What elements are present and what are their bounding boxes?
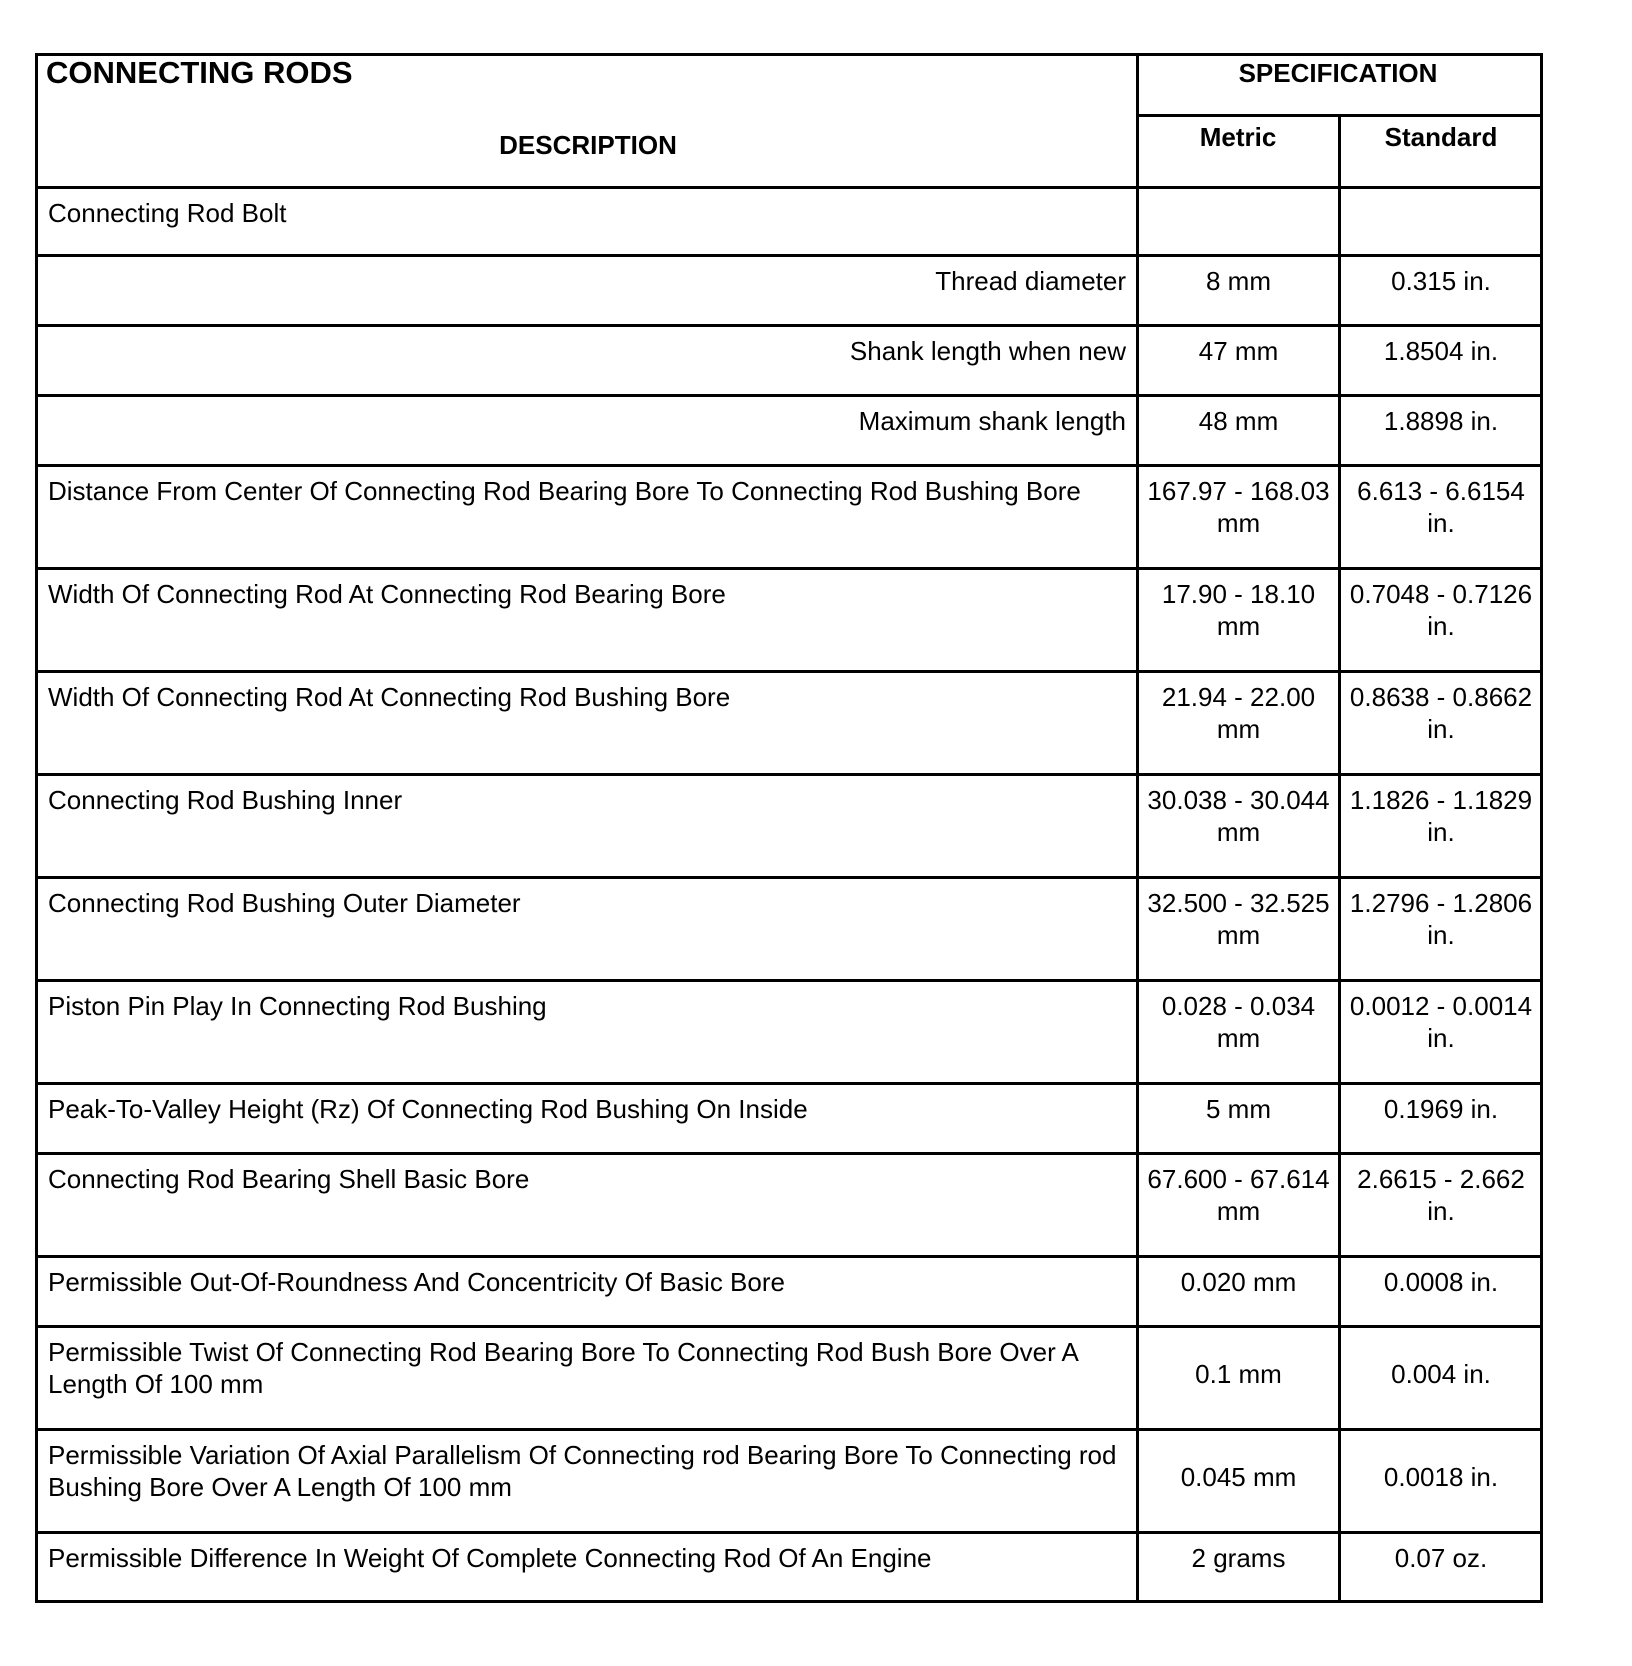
table-row-description: Peak-To-Valley Height (Rz) Of Connecting Rod Bushing On Inside [48,1094,808,1124]
table-row-standard: 0.07 oz. [1394,1543,1488,1573]
table-row-description: Shank length when new [849,336,1126,366]
metric-header: Metric [1199,122,1277,152]
row-divider [35,1082,1543,1085]
row-divider [35,1428,1543,1431]
table-row-standard: 0.0012 - 0.0014 in. [1349,991,1533,1053]
row-divider [35,324,1543,327]
table-row-metric: 167.97 - 168.03 mm [1147,476,1330,538]
header-bottom-line [35,186,1543,189]
table-row-description: Connecting Rod Bearing Shell Basic Bore [48,1164,530,1194]
standard-header: Standard [1384,122,1498,152]
table-row-description: Piston Pin Play In Connecting Rod Bushing [48,991,547,1021]
table-row-metric: 17.90 - 18.10 mm [1161,579,1316,641]
row-divider [35,1255,1543,1258]
row-divider [35,773,1543,776]
table-row-standard: 0.315 in. [1391,266,1491,296]
table-row-description: Width Of Connecting Rod At Connecting Rod Bushing Bore [48,682,731,712]
row-divider [35,254,1543,257]
table-row-description: Permissible Out-Of-Roundness And Concentricity Of Basic Bore [48,1267,785,1297]
table-row-standard: 0.004 in. [1391,1359,1491,1389]
table-row-metric: 47 mm [1198,336,1279,366]
table-row-description: Width Of Connecting Rod At Connecting Rod Bearing Bore [48,579,726,609]
table-row-metric: 21.94 - 22.00 mm [1161,682,1316,744]
table-row-metric: 32.500 - 32.525 mm [1147,888,1330,950]
row-divider [35,1325,1543,1328]
table-row-description: Permissible Twist Of Connecting Rod Bearing Bore To Connecting Rod Bush Bore Over A Length Of 100 mm [48,1337,1078,1399]
table-row-standard: 0.7048 - 0.7126 in. [1349,579,1533,641]
table-row-description: Permissible Difference In Weight Of Complete Connecting Rod Of An Engine [48,1543,932,1573]
table-row-description: Connecting Rod Bushing Inner [48,785,403,815]
row-divider [35,1531,1543,1534]
table-title: CONNECTING RODS [46,55,353,90]
specification-header: SPECIFICATION [1238,58,1438,88]
table-row-standard: 6.613 - 6.6154 in. [1357,476,1525,538]
table-row-standard: 2.6615 - 2.662 in. [1357,1164,1525,1226]
table-row-metric: 48 mm [1198,406,1279,436]
table-row-metric: 0.028 - 0.034 mm [1161,991,1316,1053]
table-row-standard: 1.8898 in. [1383,406,1499,436]
table-row-metric: 2 grams [1191,1543,1286,1573]
table-row-standard: 0.1969 in. [1383,1094,1499,1124]
row-divider [35,670,1543,673]
row-divider [35,1152,1543,1155]
table-row-metric: 5 mm [1206,1094,1271,1124]
row-divider [35,394,1543,397]
row-divider [35,979,1543,982]
table-row-description: Maximum shank length [858,406,1126,436]
table-row-standard: 1.1826 - 1.1829 in. [1349,785,1533,847]
table-row-standard: 1.2796 - 1.2806 in. [1349,888,1533,950]
row-divider [35,876,1543,879]
table-row-description: Thread diameter [935,266,1126,296]
table-row-description: Permissible Variation Of Axial Parallelism Of Connecting rod Bearing Bore To Connecting rod Bushing Bore Over A Length Of 100 mm [48,1440,1117,1502]
table-row-standard: 0.8638 - 0.8662 in. [1349,682,1533,744]
table-row-metric: 8 mm [1206,266,1271,296]
table-row-standard: 0.0018 in. [1383,1462,1499,1492]
row-divider [35,567,1543,570]
table-row-description: Connecting Rod Bolt [48,198,287,228]
table-row-metric: 0.020 mm [1180,1267,1297,1297]
table-row-description: Connecting Rod Bushing Outer Diameter [48,888,521,918]
table-row-description: Distance From Center Of Connecting Rod Bearing Bore To Connecting Rod Bushing Bore [48,476,1081,506]
description-header: DESCRIPTION [499,130,677,160]
table-row-metric: 30.038 - 30.044 mm [1147,785,1330,847]
table-row-standard: 0.0008 in. [1383,1267,1499,1297]
row-divider [35,464,1543,467]
table-row-standard: 1.8504 in. [1383,336,1499,366]
spec-table [35,53,1543,1603]
table-row-metric: 67.600 - 67.614 mm [1147,1164,1330,1226]
table-row-metric: 0.1 mm [1195,1359,1282,1389]
table-row-metric: 0.045 mm [1180,1462,1297,1492]
